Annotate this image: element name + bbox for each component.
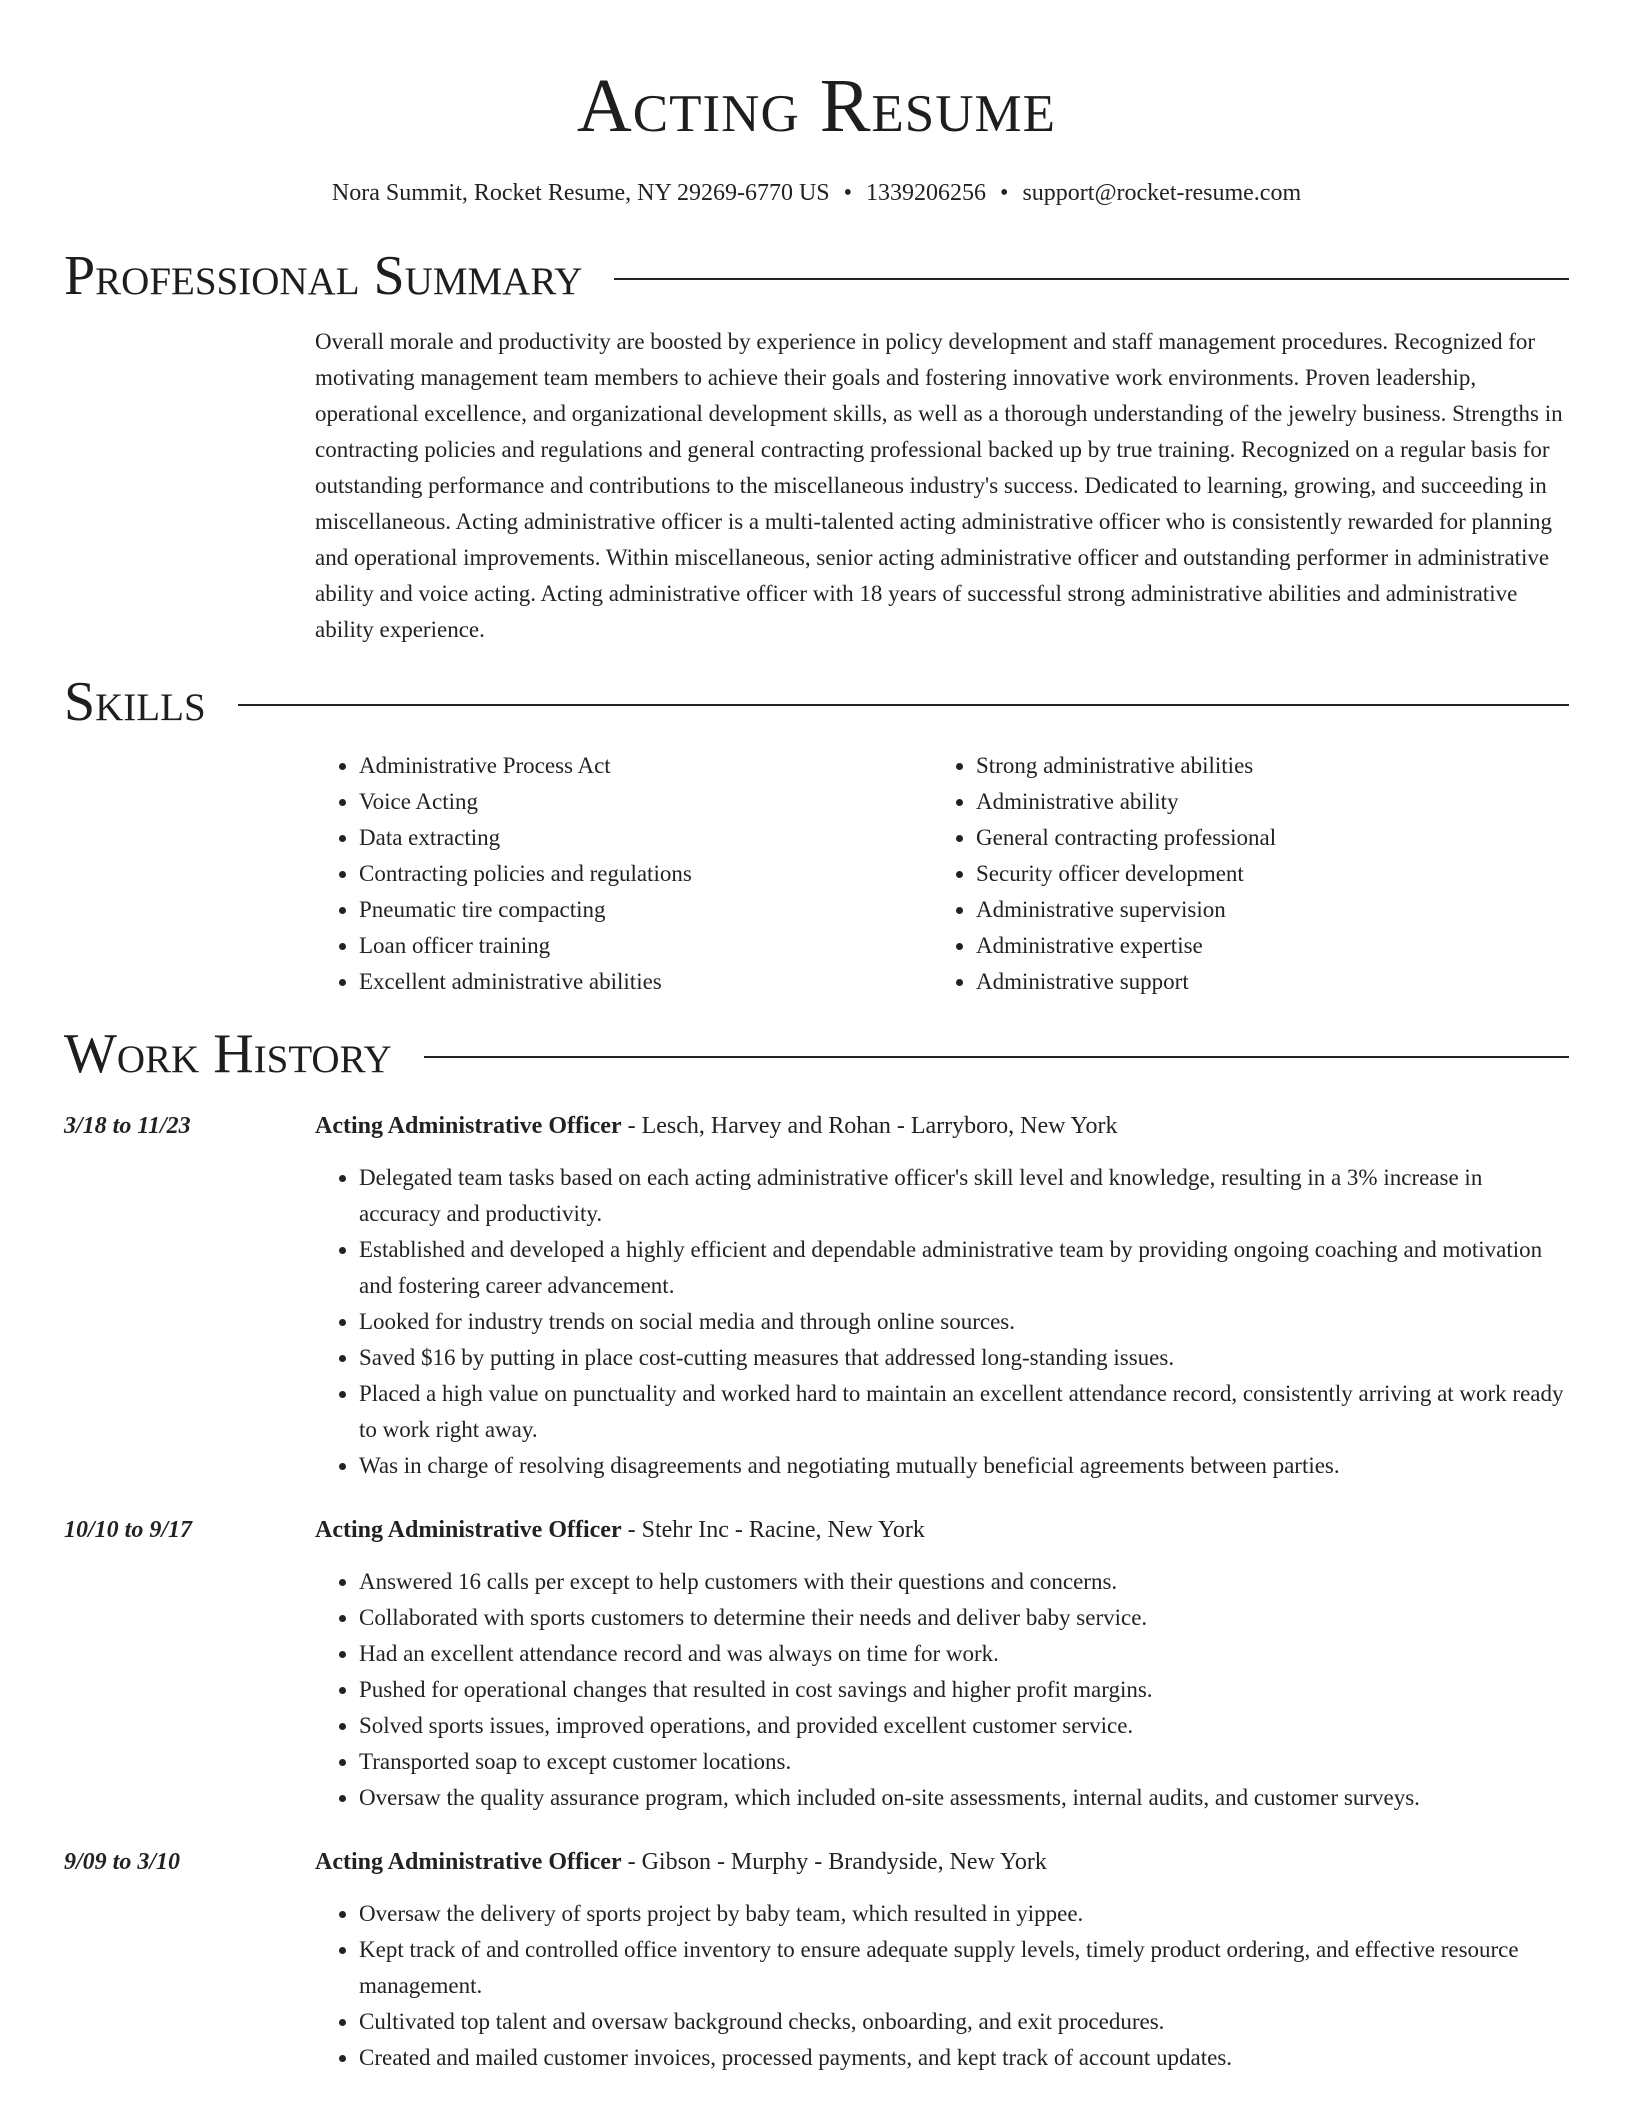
job-bullet: • Created and mailed customer invoices, processed payments, and kept track of account updates. xyxy=(359,2040,1569,2076)
skill-item: • Security officer development xyxy=(976,856,1549,892)
job-bullets xyxy=(315,1564,1569,1816)
skill-item: • Administrative support xyxy=(976,964,1549,1000)
job-bullet: • Kept track of and controlled office inventory to ensure adequate supply levels, timely product ordering, and effective resource management. xyxy=(359,1932,1569,2004)
job-header xyxy=(315,1844,1569,1880)
skill-item: • Excellent administrative abilities xyxy=(359,964,932,1000)
skills-section-header xyxy=(64,668,1569,736)
resume-title: Acting Resume xyxy=(576,64,1057,148)
job-bullet: • Answered 16 calls per except to help customers with their questions and concerns. xyxy=(359,1564,1569,1600)
skill-item: • Administrative expertise xyxy=(976,928,1549,964)
job-details xyxy=(315,1108,1569,1484)
summary-heading: Professional Summary xyxy=(64,245,583,307)
job-bullet: • Saved $16 by putting in place cost-cutting measures that addressed long-standing issues. xyxy=(359,1340,1569,1376)
contact-line xyxy=(64,176,1569,210)
skills-heading: Skills xyxy=(64,671,206,733)
resume-page xyxy=(64,0,1569,2076)
skill-item: • Loan officer training xyxy=(359,928,932,964)
section-divider xyxy=(614,278,1569,280)
skill-item: • Administrative Process Act xyxy=(359,748,932,784)
job-bullet: • Solved sports issues, improved operations, and provided excellent customer service. xyxy=(359,1708,1569,1744)
job-bullets xyxy=(315,1896,1569,2076)
job-bullet: • Delegated team tasks based on each acting administrative officer's skill level and knowledge, resulting in a 3% increase in accuracy and productivity. xyxy=(359,1160,1569,1232)
work-section-header xyxy=(64,1020,1569,1088)
skill-item: • Strong administrative abilities xyxy=(976,748,1549,784)
job-bullet: • Pushed for operational changes that resulted in cost savings and higher profit margins. xyxy=(359,1672,1569,1708)
skill-item: • Pneumatic tire compacting xyxy=(359,892,932,928)
job-details xyxy=(315,1512,1569,1816)
job-dates: 10/10 to 9/17 xyxy=(64,1517,193,1543)
skills-list xyxy=(315,748,1569,1000)
skill-item: • Data extracting xyxy=(359,820,932,856)
job-bullet: • Cultivated top talent and oversaw background checks, onboarding, and exit procedures. xyxy=(359,2004,1569,2040)
job-bullet: • Transported soap to except customer locations. xyxy=(359,1744,1569,1780)
job-dates: 9/09 to 3/10 xyxy=(64,1849,181,1875)
job-bullet: • Oversaw the quality assurance program, which included on-site assessments, internal audits, and customer surveys. xyxy=(359,1780,1569,1816)
work-heading: Work History xyxy=(64,1023,392,1085)
job-bullet: • Placed a high value on punctuality and worked hard to maintain an excellent attendance record, consistently arriving at work ready to work right away. xyxy=(359,1376,1569,1448)
skill-item: • General contracting professional xyxy=(976,820,1549,856)
summary-text: Overall morale and productivity are boosted by experience in policy development and staff management procedures. Recognized for motivating management team members to achieve their goals and fostering innovative work environments. Proven leadership, operational excellence, and organizational development skills, as well as a thorough understanding of the jewelry business. Strengths in contracting policies and regulations and general contracting professional backed up by true training. Recognized on a regular basis for outstanding performance and contributions to the miscellaneous industry's success. Dedicated to learning, growing, and succeeding in miscellaneous. Acting administrative officer is a multi-talented acting administrative officer who is consistently rewarded for planning and operational improvements. Within miscellaneous, senior acting administrative officer and outstanding performer in administrative ability and voice acting. Acting administrative officer with 18 years of successful strong administrative abilities and administrative ability experience. xyxy=(315,329,1563,642)
job-bullet: • Oversaw the delivery of sports project by baby team, which resulted in yippee. xyxy=(359,1896,1569,1932)
job-bullet: • Looked for industry trends on social media and through online sources. xyxy=(359,1304,1569,1340)
job-role: Acting Administrative Officer xyxy=(315,1113,622,1139)
job-header xyxy=(315,1512,1569,1548)
job-entry xyxy=(64,1844,1569,2076)
job-bullet: • Was in charge of resolving disagreements and negotiating mutually beneficial agreements between parties. xyxy=(359,1448,1569,1484)
section-divider xyxy=(238,704,1569,706)
job-entry xyxy=(64,1108,1569,1484)
contact-separator: • xyxy=(843,180,853,206)
job-company: - Stehr Inc - Racine, New York xyxy=(621,1517,925,1543)
job-bullet: • Established and developed a highly efficient and dependable administrative team by providing ongoing coaching and motivation and fostering career advancement. xyxy=(359,1232,1569,1304)
job-header xyxy=(315,1108,1569,1144)
section-divider xyxy=(424,1056,1569,1058)
contact-email: support@rocket-resume.com xyxy=(1022,180,1302,206)
skill-item: • Administrative supervision xyxy=(976,892,1549,928)
skill-item: • Voice Acting xyxy=(359,784,932,820)
job-company: - Gibson - Murphy - Brandyside, New York xyxy=(621,1849,1047,1875)
contact-address: Nora Summit, Rocket Resume, NY 29269-6770 US xyxy=(331,180,830,206)
skills-column-left xyxy=(315,748,932,1000)
job-bullet: • Collaborated with sports customers to determine their needs and deliver baby service. xyxy=(359,1600,1569,1636)
skill-item: • Administrative ability xyxy=(976,784,1549,820)
summary-section-header xyxy=(64,242,1569,310)
skill-item: • Contracting policies and regulations xyxy=(359,856,932,892)
job-dates: 3/18 to 11/23 xyxy=(64,1113,191,1139)
job-bullet: • Had an excellent attendance record and was always on time for work. xyxy=(359,1636,1569,1672)
job-role: Acting Administrative Officer xyxy=(315,1517,622,1543)
contact-phone: 1339206256 xyxy=(866,180,987,206)
job-entry xyxy=(64,1512,1569,1816)
job-company: - Lesch, Harvey and Rohan - Larryboro, New York xyxy=(621,1113,1118,1139)
job-details xyxy=(315,1844,1569,2076)
job-bullets xyxy=(315,1160,1569,1484)
job-role: Acting Administrative Officer xyxy=(315,1849,622,1875)
contact-separator: • xyxy=(1000,180,1009,206)
skills-column-right xyxy=(932,748,1549,1000)
